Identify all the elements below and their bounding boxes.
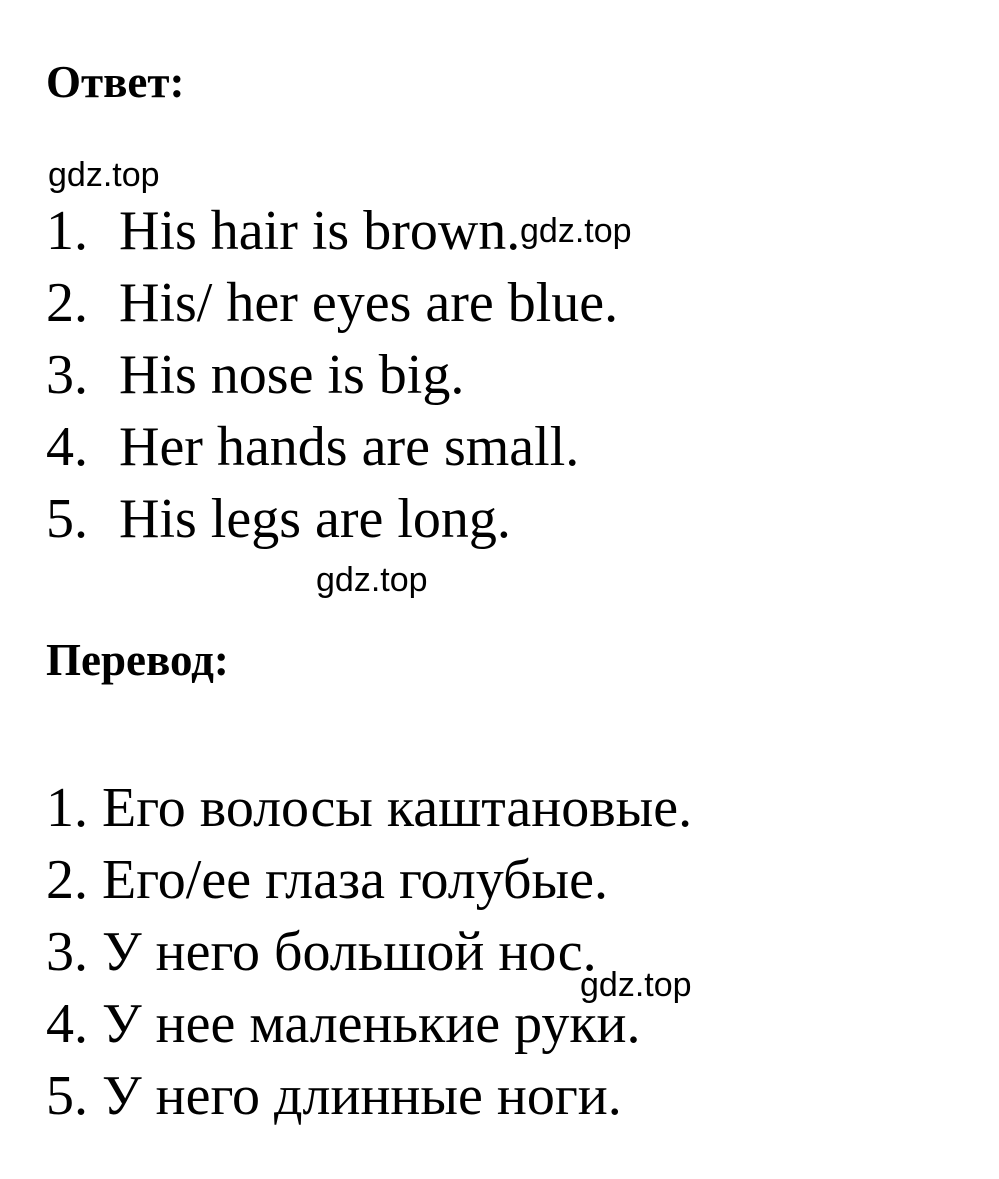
answer-item-2: [46, 272, 619, 334]
answer-item-text: His/ her eyes are blue.: [119, 272, 619, 334]
answer-item-text: Her hands are small.: [119, 416, 580, 478]
translation-item-text: Его волосы каштановые.: [88, 777, 693, 839]
translation-item-3: [46, 921, 597, 983]
answer-item-text: His legs are long.: [119, 488, 511, 550]
answer-item-5: [46, 488, 511, 550]
translation-item-text: У него длинные ноги.: [88, 1065, 622, 1127]
translation-item-1: [46, 777, 693, 839]
translation-item-5: [46, 1065, 622, 1127]
translation-item-number: 5.: [46, 1065, 88, 1127]
answer-heading: Ответ:: [46, 57, 185, 107]
translation-item-text: Его/ее глаза голубые.: [88, 849, 608, 911]
watermark: gdz.top: [316, 561, 428, 599]
answer-item-text: His hair is brown.: [119, 200, 521, 262]
answer-item-1: [46, 200, 521, 262]
answer-item-text: His nose is big.: [119, 344, 465, 406]
translation-item-number: 3.: [46, 921, 88, 983]
watermark: gdz.top: [580, 966, 692, 1004]
answer-item-number: 3.: [46, 344, 88, 406]
translation-item-number: 2.: [46, 849, 88, 911]
translation-item-text: У него большой нос.: [88, 921, 597, 983]
translation-item-2: [46, 849, 608, 911]
translation-item-number: 1.: [46, 777, 88, 839]
answer-item-number: 1.: [46, 200, 88, 262]
answer-item-number: 4.: [46, 416, 88, 478]
translation-heading: Перевод:: [46, 635, 229, 685]
translation-item-text: У нее маленькие руки.: [88, 993, 641, 1055]
answer-item-number: 2.: [46, 272, 88, 334]
watermark: gdz.top: [48, 156, 160, 194]
answer-item-3: [46, 344, 465, 406]
answer-item-number: 5.: [46, 488, 88, 550]
answer-item-4: [46, 416, 580, 478]
watermark: gdz.top: [520, 212, 632, 250]
translation-item-number: 4.: [46, 993, 88, 1055]
translation-item-4: [46, 993, 641, 1055]
